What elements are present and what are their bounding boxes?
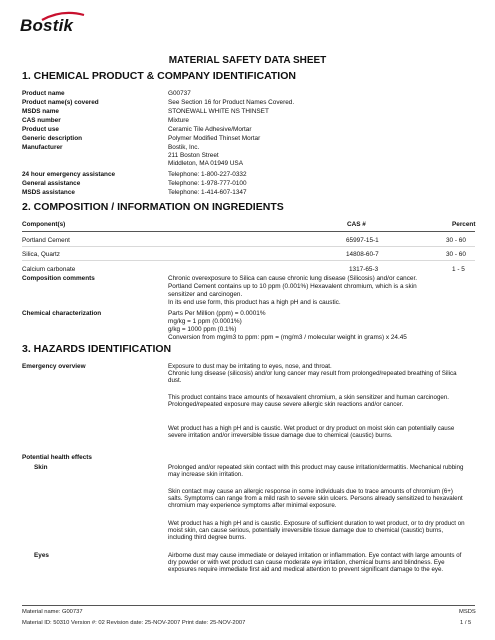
section1-heading: 1. CHEMICAL PRODUCT & COMPANY IDENTIFICATION (22, 70, 296, 82)
table-header-divider (22, 231, 475, 232)
contact-label: 24 hour emergency assistance (22, 171, 116, 178)
cas-column-header: CAS # (347, 221, 366, 228)
field-label: CAS number (22, 117, 61, 124)
cas-number: 14808-60-7 (346, 251, 379, 258)
footer-divider (22, 605, 475, 606)
address-line: Middleton, MA 01949 USA (168, 160, 243, 167)
skin-paragraph: Prolonged and/or repeated skin contact with this product may cause irritation/dermatitis. Mechanical rubbing may increase skin irritation. (168, 464, 464, 479)
footer-material-info: Material ID: 50310 Version #: 02 Revision date: 25-NOV-2007 Print date: 25-NOV-2007 (22, 620, 246, 626)
composition-comment-line: Portland Cement contains up to 10 ppm (0.001%) Hexavalent chromium, which is a skin (168, 283, 417, 290)
field-value: Mixture (168, 117, 189, 124)
footer-material-name: Material name: G00737 (22, 609, 83, 615)
overview-paragraph: This product contains trace amounts of hexavalent chromium, a skin sensitizer and human carcinogen. Prolonged/repeated exposure may cause severe allergic skin reactions and/or cancer. (168, 394, 449, 409)
row-divider (22, 260, 475, 261)
field-label: Generic description (22, 135, 83, 142)
eyes-paragraph: Airborne dust may cause immediate or delayed irritation or inflammation. Eye contact with large amounts of dry powder or with wet product can cause moderate eye irritation, chemical burns and blindness. Eye exposures require immediate first aid and medical attention to prevent significant damage to the eye. (168, 552, 462, 574)
footer-page-number: 1 / 5 (460, 620, 472, 626)
component-column-header: Component(s) (22, 221, 66, 228)
potential-health-effects-label: Potential health effects (22, 454, 92, 461)
section3-heading: 3. HAZARDS IDENTIFICATION (22, 343, 172, 355)
field-value: G00737 (168, 90, 191, 97)
section2-heading: 2. COMPOSITION / INFORMATION ON INGREDIENTS (22, 201, 284, 213)
component-name: Portland Cement (22, 237, 70, 244)
logo-text: Bostik (20, 16, 74, 35)
field-label: Manufacturer (22, 144, 63, 151)
contact-label: General assistance (22, 180, 81, 187)
field-label: Product name(s) covered (22, 99, 99, 106)
field-label: MSDS name (22, 108, 59, 115)
field-value: Bostik, Inc. (168, 144, 200, 151)
percent-range: 30 - 60 (446, 237, 466, 244)
composition-comments-label: Composition comments (22, 275, 95, 282)
characterization-line: Conversion from mg/m3 to ppm: ppm = (mg/m3 / molecular weight in grams) x 24.45 (168, 334, 407, 341)
cas-number: 65997-15-1 (346, 237, 379, 244)
skin-paragraph: Wet product has a high pH and is caustic. Exposure of sufficient duration to wet product, or to dry product on moist skin, can cause serious, potentially irreversible tissue damage due to chemical (caustic) burns, including third degree burns. (168, 520, 465, 542)
composition-comment-line: In its end use form, this product has a high pH and is caustic. (168, 299, 341, 306)
percent-range: 1 - 5 (452, 266, 465, 273)
footer-msds: MSDS (459, 609, 476, 615)
contact-value: Telephone: 1-800-227-0332 (168, 171, 247, 178)
eyes-label: Eyes (34, 552, 49, 559)
field-label: Product name (22, 90, 65, 97)
component-name: Calcium carbonate (22, 266, 76, 273)
cas-number: 1317-65-3 (349, 266, 379, 273)
field-value: Polymer Modified Thinset Mortar (168, 135, 261, 142)
characterization-line: mg/kg = 1 ppm (0.0001%) (168, 318, 242, 325)
overview-paragraph: Wet product has a high pH and is caustic. Wet product or dry product on moist skin can potentially cause severe irritation and/or irreversible tissue damage due to chemical (caustic) burns. (168, 425, 455, 440)
percent-range: 30 - 60 (446, 251, 466, 258)
field-value: STONEWALL WHITE NS THINSET (168, 108, 269, 115)
skin-label: Skin (34, 464, 48, 471)
component-name: Silica, Quartz (22, 251, 61, 258)
overview-paragraph: Exposure to dust may be irritating to eyes, nose, and throat. Chronic lung disease (silicosis) and/or lung cancer may result from prolonged/repeated breathing of Silica dust. (168, 363, 457, 385)
contact-value: Telephone: 1-414-607-1347 (168, 189, 247, 196)
percent-column-header: Percent (452, 221, 476, 228)
contact-label: MSDS assistance (22, 189, 75, 196)
field-label: Product use (22, 126, 59, 133)
address-line: 211 Boston Street (168, 152, 219, 159)
skin-paragraph: Skin contact may cause an allergic response in some individuals due to trace amounts of chromium (6+) salts. Symptoms can range from a mild rash to severe skin ulcers. Persons already sensitized to hexavalent chromium may experience symptoms after minimal exposure. (168, 488, 463, 510)
composition-comment-line: Chronic overexposure to Silica can cause chronic lung disease (Silicosis) and/or cancer. (168, 275, 418, 282)
chemical-characterization-label: Chemical characterization (22, 310, 102, 317)
document-title: MATERIAL SAFETY DATA SHEET (168, 55, 327, 66)
field-value: Ceramic Tile Adhesive/Mortar (168, 126, 252, 133)
row-divider (22, 246, 475, 247)
bostik-logo (18, 8, 88, 42)
characterization-line: g/kg = 1000 ppm (0.1%) (168, 326, 237, 333)
composition-comment-line: sensitizer and carcinogen. (168, 291, 243, 298)
characterization-line: Parts Per Million (ppm) = 0.0001% (168, 310, 266, 317)
contact-value: Telephone: 1-978-777-0100 (168, 180, 247, 187)
emergency-overview-label: Emergency overview (22, 363, 86, 370)
field-value: See Section 16 for Product Names Covered. (168, 99, 295, 106)
